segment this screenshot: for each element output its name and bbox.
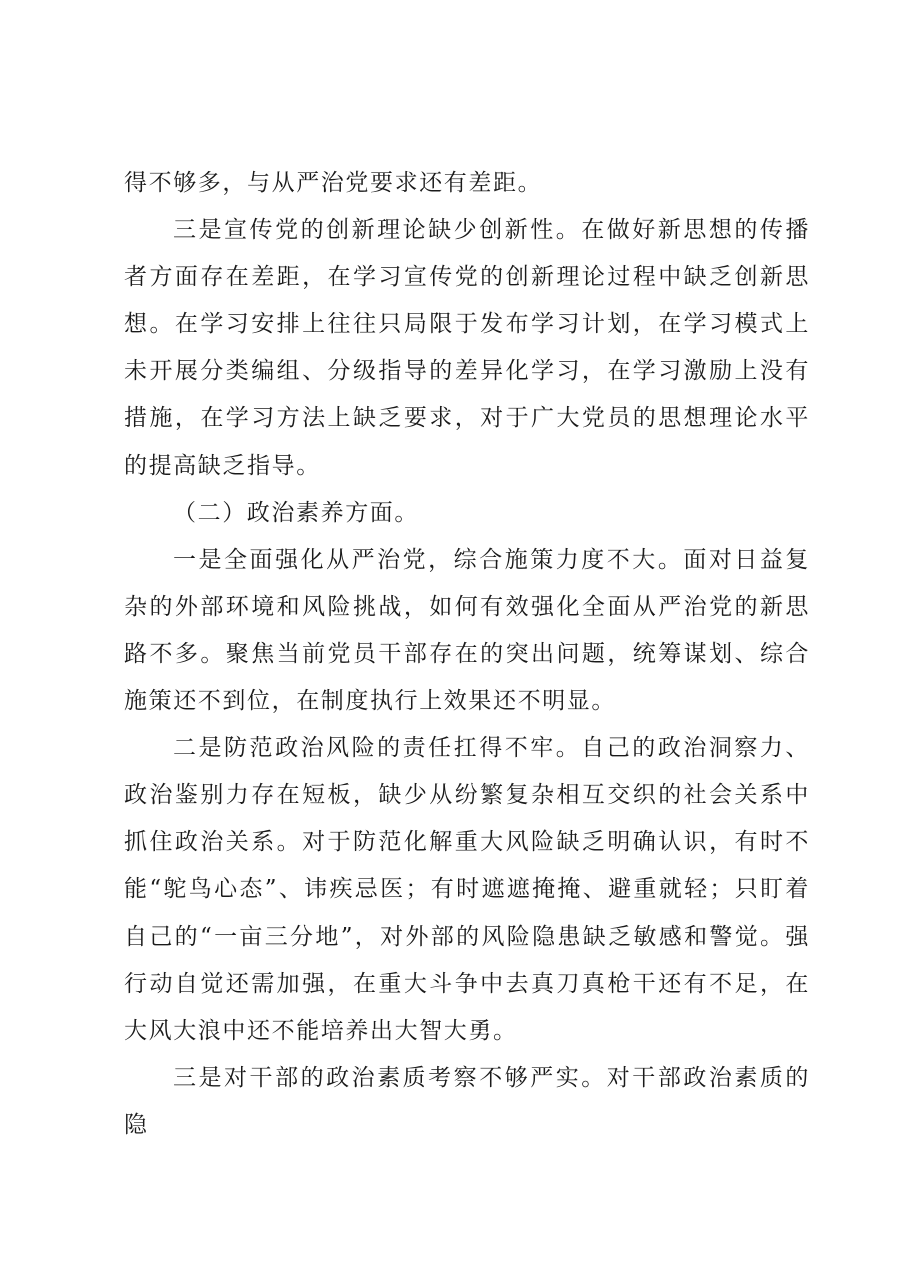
paragraph-political-risk: 二是防范政治风险的责任扛得不牢。自己的政治洞察力、政治鉴别力存在短板，缺少从纷繁复杂相互交织的社会关系中抓住政治关系。对于防范化解重大风险缺乏明确认识，有时不能“鸵鸟心态”、讳疾忌医；有时遮遮掩掩、避重就轻；只盯着自己的“一亩三分地”，对外部的风险隐患缺乏敏感和警觉。强行动自觉还需加强，在重大斗争中去真刀真枪干还有不足，在大风大浪中还不能培养出大智大勇。 xyxy=(124,735,810,1044)
paragraph-propaganda-innovation: 三是宣传党的创新理论缺少创新性。在做好新思想的传播者方面存在差距，在学习宣传党的创新理论过程中缺乏创新思想。在学习安排上往往只局限于发布学习计划，在学习模式上未开展分类编组、分级指导的差异化学习，在学习激励上没有措施，在学习方法上缺乏要求，对于广大党员的思想理论水平的提高缺乏指导。 xyxy=(124,217,810,479)
paragraph-continuation: 得不够多，与从严治党要求还有差距。 xyxy=(124,170,543,196)
document-body xyxy=(124,160,810,1149)
paragraph-cadre-inspection: 三是对干部的政治素质考察不够严实。对干部政治素质的隐 xyxy=(124,1064,810,1138)
section-heading-political-literacy: （二）政治素养方面。 xyxy=(173,499,419,526)
paragraph-strict-governance: 一是全面强化从严治党，综合施策力度不大。面对日益复杂的外部环境和风险挑战，如何有效强化全面从严治党的新思路不多。聚焦当前党员干部存在的突出问题，统筹谋划、综合施策还不到位，在制度执行上效果还不明显。 xyxy=(124,546,810,715)
